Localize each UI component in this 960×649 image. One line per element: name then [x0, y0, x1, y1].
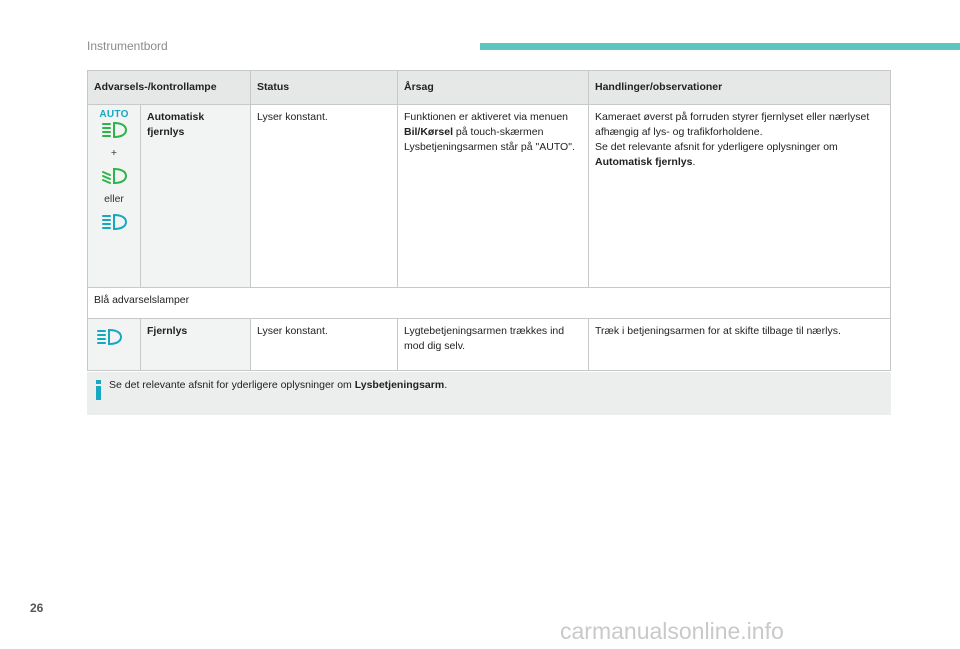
lamp-name-auto-high-beam: Automatisk fjernlys [141, 105, 251, 288]
menu-path: Bil/Kørsel [404, 126, 454, 138]
status-cell: Lyser konstant. [251, 105, 398, 288]
info-note [87, 372, 891, 415]
watermark: carmanualsonline.info [560, 618, 784, 644]
table-header-row [88, 71, 891, 105]
page-section-title: Instrumentbord [87, 39, 168, 53]
section-row [88, 288, 891, 319]
section-label-blue-lamps: Blå advarselslamper [88, 288, 891, 319]
blue-high-beam-icon [94, 327, 124, 347]
cause-cell: Lygtebetjeningsarmen trækkes ind mod dig selv. [398, 319, 589, 371]
column-header-action: Handlinger/observationer [589, 71, 891, 105]
info-icon [96, 380, 102, 400]
info-note-text: Se det relevante afsnit for yderligere oplysninger om Lysbetjeningsarm. [109, 379, 448, 391]
action-cell: Kameraet øverst på forruden styrer fjernlyset eller nærlyset afhængig af lys- og trafikforholdene. Se det relevante afsnit for yderligere oplysninger om Automatisk fjernlys. [589, 105, 891, 288]
green-auto-headlamp-icon [99, 120, 129, 140]
page-number: 26 [30, 601, 44, 615]
column-header-status: Status [251, 71, 398, 105]
blue-high-beam-icon [99, 212, 129, 232]
connector-or: eller [104, 193, 124, 205]
action-cell: Træk i betjeningsarmen for at skifte tilbage til nærlys. [589, 319, 891, 371]
lamp-icon-cell [88, 319, 141, 371]
column-header-cause: Årsag [398, 71, 589, 105]
table-row [88, 319, 891, 371]
header-accent-bar [480, 43, 960, 50]
warning-lamp-table [87, 70, 891, 371]
lamp-icon-cell [88, 105, 141, 288]
cause-cell: Funktionen er aktiveret via menuen Bil/Kørsel på touch-skærmen Lysbetjeningsarmen står på "AUTO". [398, 105, 589, 288]
column-header-lamp: Advarsels-/kontrollampe [88, 71, 251, 105]
connector-plus: + [110, 147, 118, 159]
reference-link-text: Automatisk fjernlys [595, 156, 693, 168]
table-row [88, 105, 891, 288]
reference-link-text: Lysbetjeningsarm [354, 379, 445, 391]
green-headlamp-icon [99, 166, 129, 186]
status-cell: Lyser konstant. [251, 319, 398, 371]
auto-label: AUTO [99, 109, 129, 120]
lamp-name-high-beam: Fjernlys [141, 319, 251, 371]
